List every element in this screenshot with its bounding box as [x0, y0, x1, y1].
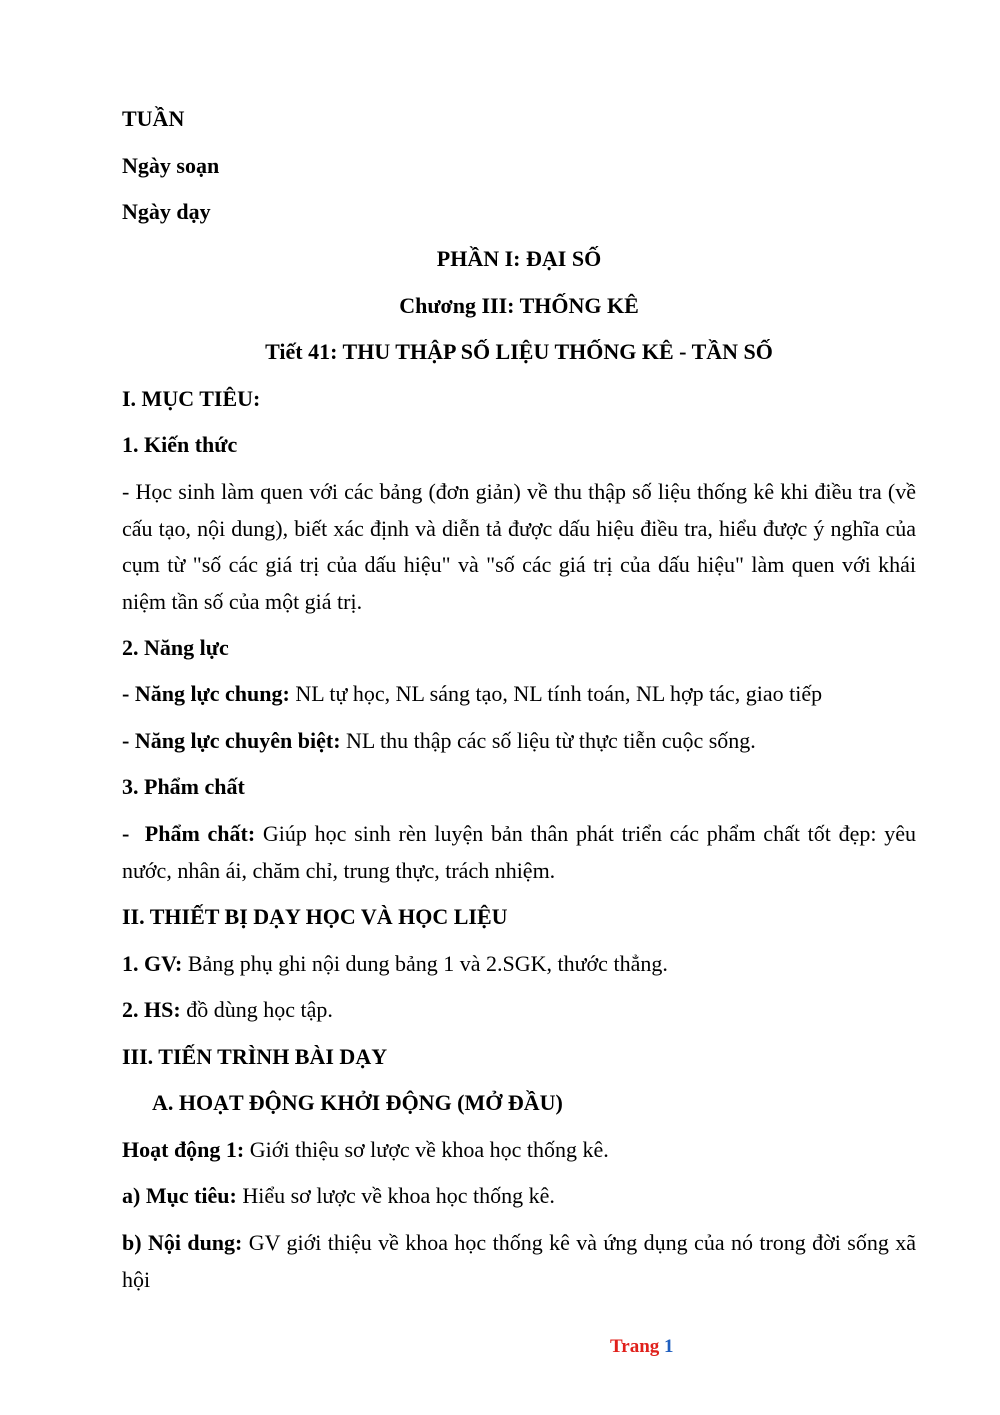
quality-label: - Phẩm chất: — [122, 821, 256, 846]
gv-text: Bảng phụ ghi nội dung bảng 1 và 2.SGK, thước thẳng. — [182, 951, 668, 976]
activity-group-heading: A. HOẠT ĐỘNG KHỞI ĐỘNG (MỞ ĐẦU) — [152, 1090, 563, 1115]
goal-text: Hiểu sơ lược về khoa học thống kê. — [236, 1183, 555, 1208]
chapter-title: Chương III: THỐNG KÊ — [399, 293, 639, 318]
lesson-title: Tiết 41: THU THẬP SỐ LIỆU THỐNG KÊ - TẦN SỐ — [265, 339, 773, 364]
goal-line — [122, 1178, 555, 1214]
content-label: b) Nội dung: — [122, 1230, 243, 1255]
knowledge-paragraph: - Học sinh làm quen với các bảng (đơn giản) về thu thập số liệu thống kê khi điều tra (về cấu tạo, nội dung), biết xác định và diễn tả được dấu hiệu điều tra, hiểu được ý nghĩa của cụm từ "số các giá trị của dấu hiệu" và "số các giá trị của dấu hiệu" làm quen với khái niệm tần số của một giá trị. — [122, 479, 916, 614]
goal-label: a) Mục tiêu: — [122, 1183, 237, 1208]
page-number: 1 — [664, 1336, 674, 1357]
quality-heading: 3. Phẩm chất — [122, 774, 245, 799]
gv-line — [122, 946, 668, 982]
part-title: PHẦN I: ĐẠI SỐ — [436, 246, 602, 271]
gv-label: 1. GV: — [122, 951, 183, 976]
ability-special-label: - Năng lực chuyên biệt: — [122, 728, 341, 753]
ability-general-text: NL tự học, NL sáng tạo, NL tính toán, NL hợp tác, giao tiếp — [289, 681, 823, 706]
week-label: TUẦN — [122, 106, 185, 131]
activity1-line — [122, 1132, 609, 1168]
quality-paragraph — [122, 816, 922, 889]
page-word: Trang — [610, 1336, 660, 1357]
section-process-heading: III. TIẾN TRÌNH BÀI DẠY — [122, 1044, 388, 1069]
knowledge-heading: 1. Kiến thức — [122, 432, 238, 457]
page-footer — [610, 1336, 674, 1358]
quality-text: Giúp học sinh rèn luyện bản thân phát triển các phẩm chất tốt đẹp: yêu nước, nhân ái, chăm chỉ, trung thực, trách nhiệm. — [122, 821, 922, 883]
content-paragraph — [122, 1225, 916, 1298]
teach-date-label: Ngày dạy — [122, 199, 211, 224]
section-equipment-heading: II. THIẾT BỊ DẠY HỌC VÀ HỌC LIỆU — [122, 904, 508, 929]
content-text: GV giới thiệu về khoa học thống kê và ứng dụng của nó trong đời sống xã hội — [122, 1230, 917, 1292]
activity1-label: Hoạt động 1: — [122, 1137, 245, 1162]
hs-text: đồ dùng học tập. — [180, 997, 333, 1022]
hs-line — [122, 992, 333, 1028]
hs-label: 2. HS: — [122, 997, 181, 1022]
ability-special-text: NL thu thập các số liệu từ thực tiễn cuộc sống. — [340, 728, 756, 753]
section-objectives-heading: I. MỤC TIÊU: — [122, 386, 261, 411]
ability-heading: 2. Năng lực — [122, 635, 229, 660]
activity1-text: Giới thiệu sơ lược về khoa học thống kê. — [244, 1137, 609, 1162]
ability-special-line — [122, 723, 756, 759]
ability-general-line — [122, 676, 822, 712]
ability-general-label: - Năng lực chung: — [122, 681, 290, 706]
prep-date-label: Ngày soạn — [122, 153, 220, 178]
